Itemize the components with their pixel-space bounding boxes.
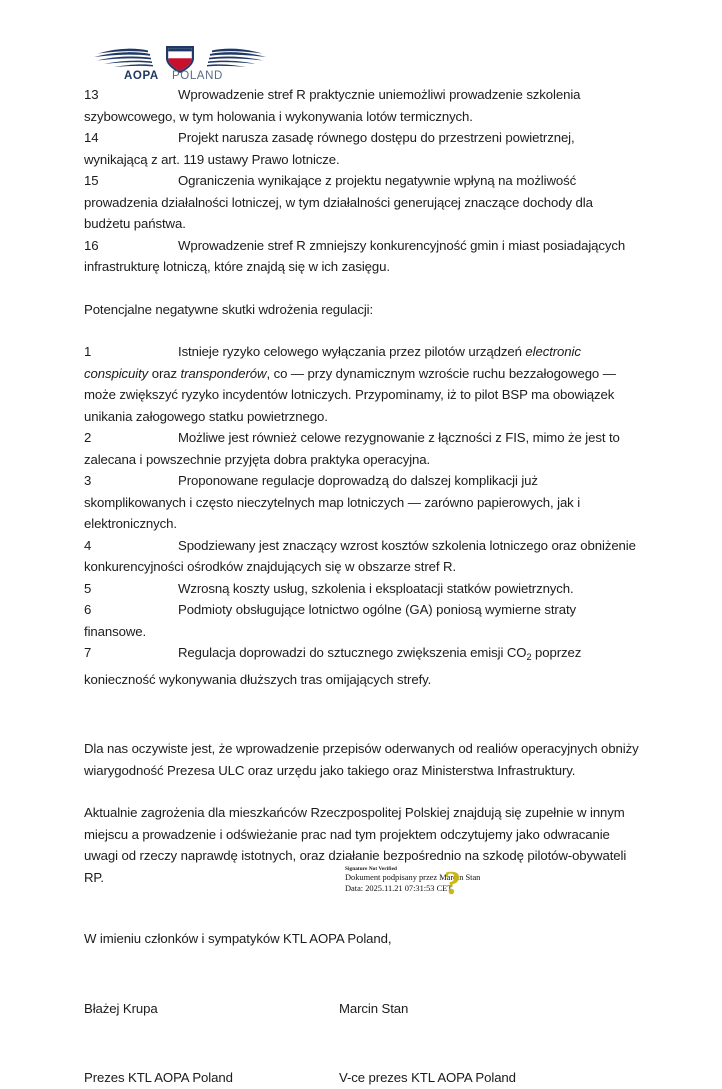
effect-item-5: [84, 578, 640, 600]
signature-block-right: [339, 998, 639, 1020]
italic-term-electronic-conspicuity: electronic conspicuity: [84, 344, 581, 381]
signatory-name-1: Błażej Krupa: [84, 1000, 158, 1016]
item-number: 1: [84, 344, 92, 359]
document-body: [84, 84, 640, 1089]
item-number: 3: [84, 473, 92, 488]
signatory-title-1: Prezes KTL AOPA Poland: [84, 1070, 233, 1085]
valediction: W imieniu członków i sympatyków KTL AOPA Poland,: [84, 931, 392, 946]
item-number: 2: [84, 430, 92, 445]
effect-item-6: [84, 599, 640, 642]
spacer: [84, 1019, 640, 1067]
item-number: 16: [84, 237, 99, 253]
effect-item-2: [84, 427, 640, 470]
spacer: [84, 950, 640, 998]
signature-status-label: Signature Not Verified: [345, 866, 397, 872]
item-text: Wprowadzenie stref R zmniejszy konkurencyjność gmin i miast posiadających infrastrukturę lotniczą, które znajdą się w ich zasięgu.: [84, 237, 626, 274]
item-number: 15: [84, 173, 99, 188]
closing-paragraph-1: Dla nas oczywiste jest, że wprowadzenie przepisów oderwanych od realiów operacyjnych obniży wiarygodność Prezesa ULC oraz urzędu jako takiego oraz Ministerstwa Infrastruktury.: [84, 741, 639, 778]
letterhead: [90, 38, 270, 80]
item-number: 7: [84, 645, 92, 660]
spacer: [84, 320, 640, 341]
item-text: Wzrosną koszty usług, szkolenia i eksploatacji statków powietrznych.: [178, 580, 574, 596]
item-text-after: poprzez konieczność wykonywania dłuższych tras omijających strefy.: [84, 645, 582, 687]
item-text: Wprowadzenie stref R praktycznie uniemożliwi prowadzenie szkolenia szybowcowego, w tym holowania i wykonywania lotów termicznych.: [84, 87, 581, 124]
item-text: Podmioty obsługujące lotnictwo ogólne (GA) poniosą wymierne straty finansowe.: [84, 602, 577, 639]
item-text-part2: oraz: [148, 365, 181, 381]
logo-wordmark-poland: POLAND: [172, 70, 223, 80]
spacer: [84, 278, 640, 299]
item-number: 4: [84, 537, 92, 553]
item-text-before: Regulacja doprowadzi do sztucznego zwiększenia emisji CO: [178, 645, 527, 660]
signatory-title-2: V-ce prezes KTL AOPA Poland: [339, 1070, 516, 1085]
effect-item-3: [84, 470, 640, 535]
item-text: Spodziewany jest znaczący wzrost kosztów szkolenia lotniczego oraz obniżenie konkurencyjności ośrodków znajdujących się w obszarze stref R.: [84, 537, 636, 574]
signature-title-right: [339, 1067, 639, 1089]
item-text: Projekt narusza zasadę równego dostępu do przestrzeni powietrznej, wynikającą z art. 119 ustawy Prawo lotnicze.: [84, 130, 575, 167]
signature-signed-by: Dokument podpisany przez Marcin Stan: [345, 873, 481, 882]
effect-item-4: [84, 535, 640, 578]
spacer: [84, 690, 640, 738]
item-number: 13: [84, 87, 99, 102]
numbered-item-16: [84, 235, 640, 278]
effect-item-1: [84, 341, 640, 427]
spacer: [84, 781, 640, 802]
numbered-item-13: [84, 84, 640, 127]
item-number: 14: [84, 130, 99, 145]
signature-block-left: [84, 998, 339, 1020]
signature-titles-row: [84, 1067, 640, 1089]
item-text-part3: , co — przy dynamicznym wzroście ruchu bezzałogowego — może zwiększyć ryzyko incydentów lotniczych. Przypominamy, iż to pilot BSP ma obowiązek unikania załogowego statku powietrznego.: [84, 365, 616, 424]
item-text: Możliwe jest również celowe rezygnowanie z łączności z FIS, mimo że jest to zalecana i powszechnie przyjęta dobra praktyka operacyjna.: [84, 430, 620, 467]
signature-date: Data: 2025.11.21 07:31:53 CET: [345, 883, 453, 893]
section-heading: Potencjalne negatywne skutki wdrożenia regulacji:: [84, 301, 374, 317]
italic-term-transponderow: transponderów: [180, 365, 267, 381]
signatory-name-2: Marcin Stan: [339, 1000, 409, 1016]
item-text: Ograniczenia wynikające z projektu negatywnie wpłyną na możliwość prowadzenia działalności lotniczej, w tym działalności generującej znaczące dochody dla budżetu państwa.: [84, 173, 593, 231]
signature-title-left: [84, 1067, 339, 1089]
numbered-item-14: [84, 127, 640, 170]
item-number: 6: [84, 602, 92, 617]
digital-signature-stamp[interactable]: [345, 866, 510, 906]
item-text: Proponowane regulacje doprowadzą do dalszej komplikacji już skomplikowanych i często nieczytelnych map lotniczych — zarówno papierowych, jak i elektronicznych.: [84, 473, 581, 531]
logo-wordmark-aopa: AOPA: [124, 70, 159, 80]
question-mark-icon: ?: [444, 865, 461, 902]
co2-subscript: 2: [526, 652, 532, 662]
numbered-item-15: [84, 170, 640, 235]
closing-paragraph-2: Aktualnie zagrożenia dla mieszkańców Rzeczpospolitej Polskiej znajdują się zupełnie w innym miejscu a prowadzenie i odświeżanie prac nad tym projektem odczytujemy jako odwracanie uwagi od rzeczy naprawdę istotnych, oraz działanie bezpośrednio na szkodę pilotów-obywateli RP.: [84, 805, 627, 885]
aopa-winged-shield-logo: [90, 38, 270, 80]
item-text-part1: Istnieje ryzyko celowego wyłączania przez pilotów urządzeń: [178, 344, 526, 359]
signature-names-row: [84, 998, 640, 1020]
effect-item-7: [84, 642, 640, 690]
item-number: 5: [84, 580, 92, 596]
